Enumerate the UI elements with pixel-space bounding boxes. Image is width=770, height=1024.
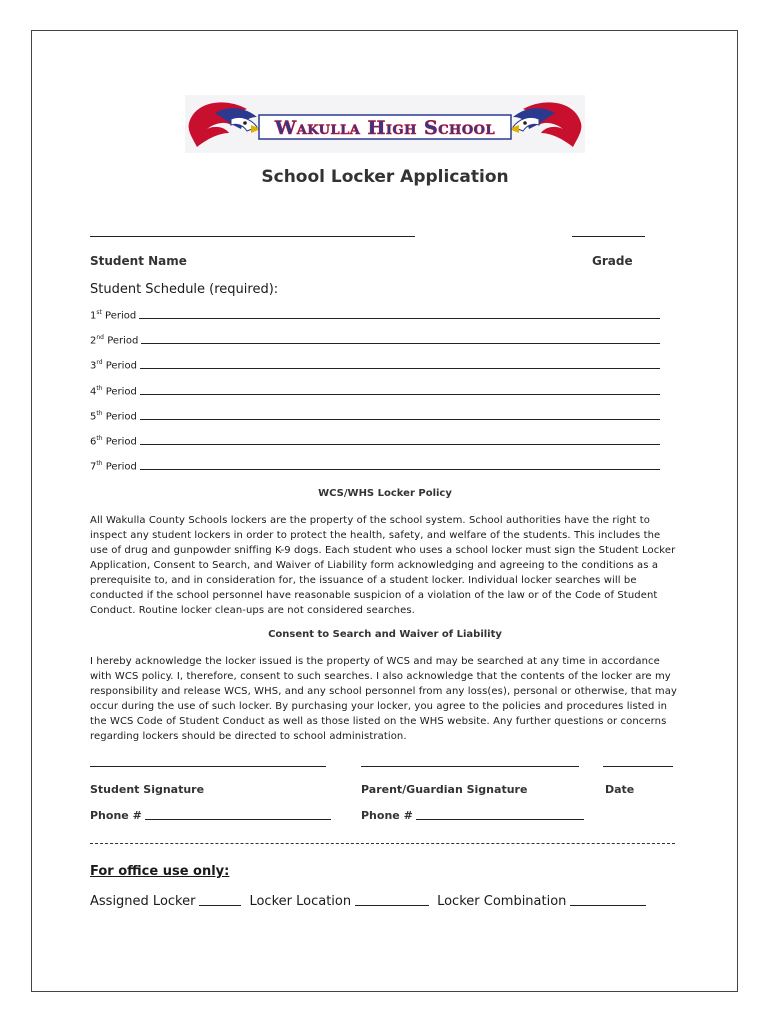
student-signature-label: Student Signature (90, 783, 205, 796)
policy-heading: WCS/WHS Locker Policy (318, 488, 452, 499)
period-6-row[interactable]: 6th Period (90, 435, 660, 447)
consent-text: I hereby acknowledge the locker issued is the property of WCS and may be searched at any time in accordance with WCS policy. I, therefore, consent to such searches. I also acknowledge that the contents of the locker are my responsibility and release WCS, WHS, and any school personnel from any loss(es), personal or otherwise, that may occur during the use of such locker. By purchasing your locker, you agree to the policies and procedures listed in the WCS Code of Student Conduct as well as those listed on the WHS website. Any further questions or concerns regarding lockers should be directed to school administration. (90, 656, 677, 742)
period-4-row[interactable]: 4th Period (90, 385, 660, 397)
schedule-heading: Student Schedule (required): (90, 282, 279, 297)
assigned-locker-label: Assigned Locker (90, 894, 196, 909)
student-phone-label: Phone # (90, 809, 142, 822)
consent-heading: Consent to Search and Waiver of Liability (268, 629, 502, 640)
grade-line[interactable] (572, 236, 645, 237)
period-1-row[interactable]: 1st Period (90, 309, 660, 321)
period-2-line (141, 343, 660, 344)
cut-line-divider (90, 843, 675, 844)
period-7-line (140, 469, 660, 470)
period-3-line (140, 368, 660, 369)
student-phone-field[interactable] (90, 809, 331, 822)
logo-text: Wakulla High School (274, 117, 496, 139)
page-title: School Locker Application (261, 167, 509, 187)
period-5-row[interactable]: 5th Period (90, 410, 660, 422)
grade-label: Grade (592, 254, 633, 268)
date-label: Date (605, 783, 635, 796)
period-7-row[interactable]: 7th Period (90, 460, 660, 472)
period-3-row[interactable]: 3rd Period (90, 359, 660, 371)
locker-combination-label: Locker Combination (437, 894, 567, 909)
parent-phone-field[interactable] (361, 809, 584, 822)
student-name-line[interactable] (90, 236, 415, 237)
period-1-line (139, 318, 660, 319)
parent-signature-label: Parent/Guardian Signature (361, 783, 528, 796)
date-line[interactable] (603, 766, 673, 767)
period-5-line (140, 419, 660, 420)
locker-location-line[interactable] (355, 905, 429, 906)
student-name-label: Student Name (90, 254, 187, 268)
period-6-line (140, 444, 660, 445)
office-use-row (90, 894, 646, 909)
parent-signature-line[interactable] (361, 766, 579, 767)
eagle-logo-graphic (185, 95, 585, 153)
school-logo (185, 95, 585, 153)
period-2-row[interactable]: 2nd Period (90, 334, 660, 346)
locker-location-label: Locker Location (249, 894, 352, 909)
locker-combination-line[interactable] (570, 905, 646, 906)
period-4-line (140, 394, 660, 395)
student-signature-line[interactable] (90, 766, 326, 767)
policy-text: All Wakulla County Schools lockers are the property of the school system. School authorities have the right to inspect any student lockers in order to protect the health, safety, and welfare of the students. This includes the use of drug and gunpowder sniffing K-9 dogs. Each student who uses a school locker must sign the Student Locker Application, Consent to Search, and Waiver of Liability form acknowledging and agreeing to the conditions as a prerequisite to, and in consideration for, the issuance of a student locker. Individual locker searches will be conducted if the school personnel have reasonable suspicion of a violation of the law or of the Code of Student Conduct. Routine locker clean-ups are not considered searches. (90, 515, 676, 616)
parent-phone-label: Phone # (361, 809, 413, 822)
office-use-heading: For office use only: (90, 864, 230, 879)
assigned-locker-line[interactable] (199, 905, 241, 906)
